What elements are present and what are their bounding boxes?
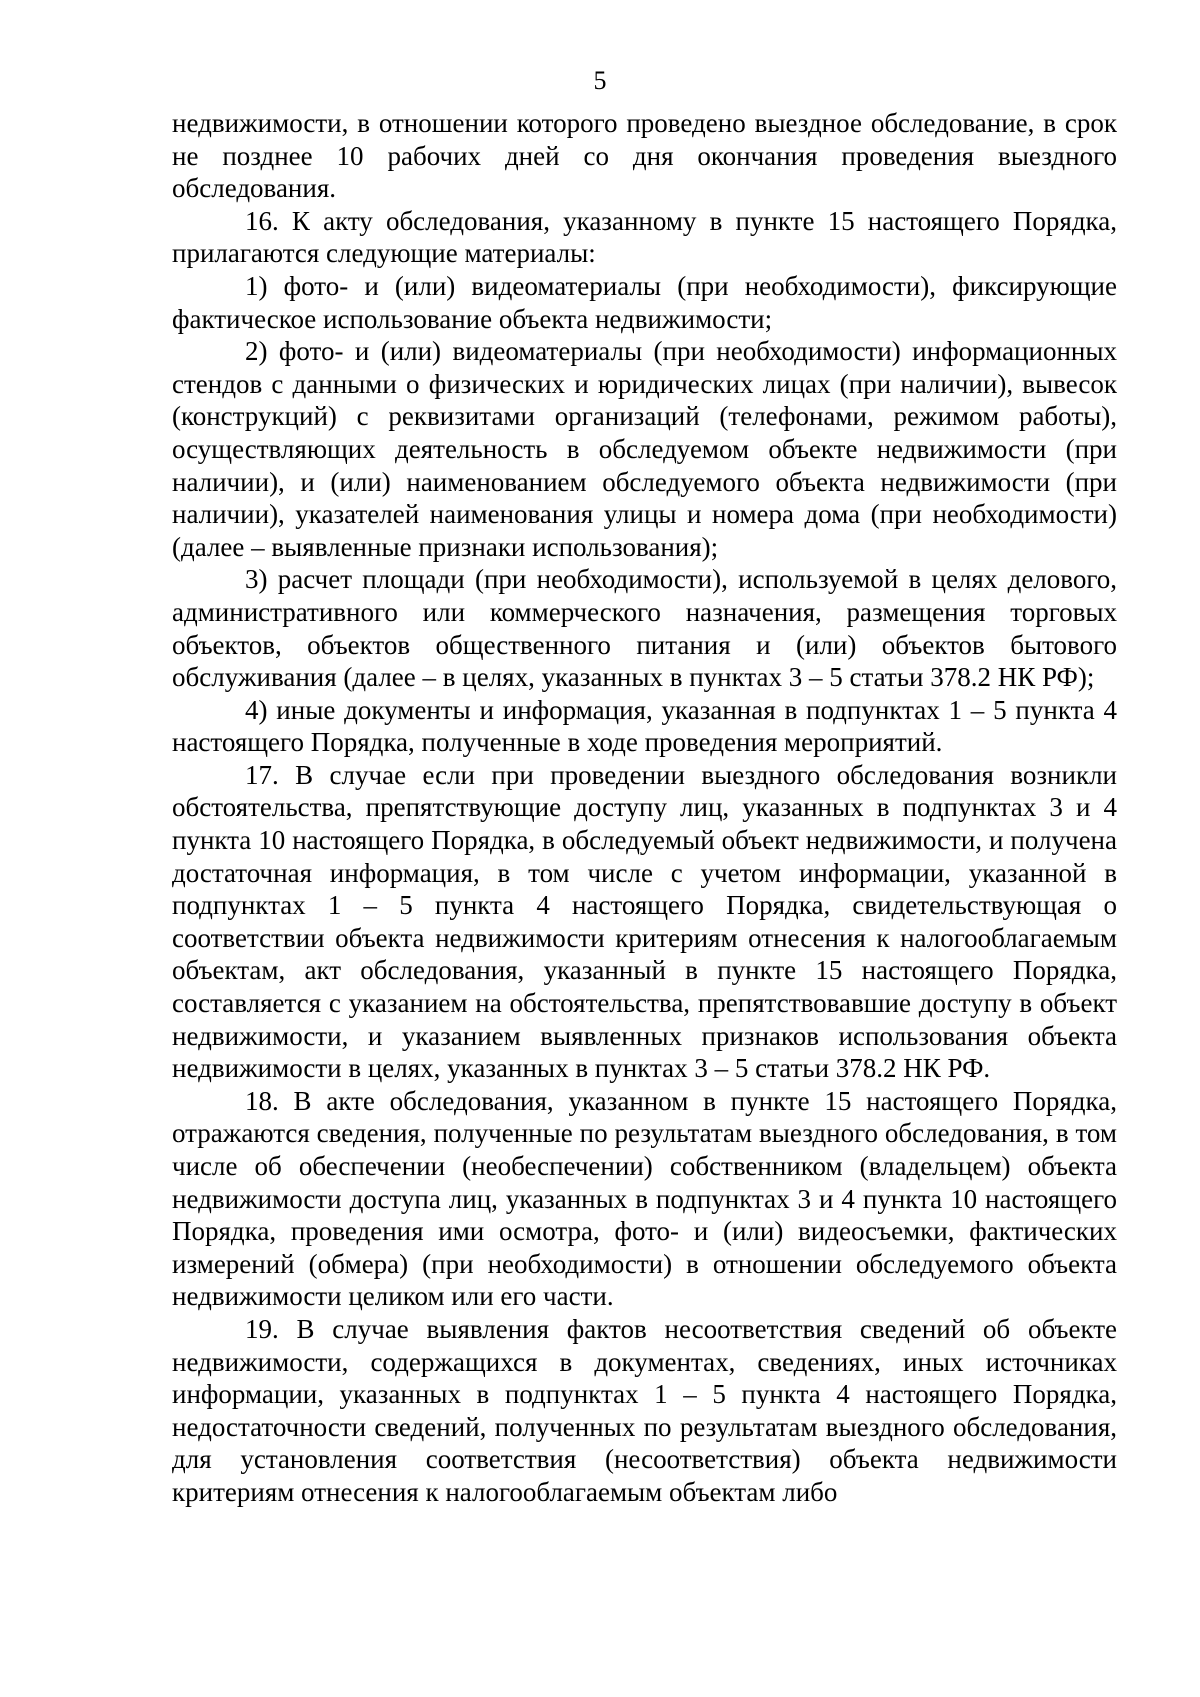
paragraph-subitem-3: 3) расчет площади (при необходимости), используемой в целях делового, административного или коммерческого назначения, размещения торговых объектов, объектов общественного питания и (или) объектов бытового обслуживания (далее – в целях, указанных в пунктах 3 – 5 статьи 378.2 НК РФ);: [172, 564, 1117, 693]
page-number: 5: [593, 66, 607, 95]
paragraph-item-18: 18. В акте обследования, указанном в пункте 15 настоящего Порядка, отражаются сведения, полученные по результатам выездного обследования, в том числе об обеспечении (необеспечении) собственником (владельцем) объекта недвижимости доступа лиц, указанных в подпунктах 3 и 4 пункта 10 настоящего Порядка, проведения ими осмотра, фото- и (или) видеосъемки, фактических измерений (обмера) (при необходимости) в отношении обследуемого объекта недвижимости целиком или его части.: [172, 1085, 1117, 1312]
paragraph-subitem-2: 2) фото- и (или) видеоматериалы (при необходимости) информационных стендов с данными о физических и юридических лицах (при наличии), вывесок (конструкций) с реквизитами организаций (телефонами, режимом работы), осуществляющих деятельность в обследуемом объекте недвижимости (при наличии), и (или) наименованием обследуемого объекта недвижимости (при наличии), указателей наименования улицы и номера дома (при необходимости) (далее – выявленные признаки использования);: [172, 336, 1117, 562]
paragraph-item-16: 16. К акту обследования, указанному в пункте 15 настоящего Порядка, прилагаются следующие материалы:: [172, 205, 1117, 269]
paragraph-subitem-4: 4) иные документы и информация, указанная в подпунктах 1 – 5 пункта 4 настоящего Порядка, полученные в ходе проведения мероприятий.: [172, 694, 1117, 758]
document-body: [172, 107, 1117, 1509]
paragraph-subitem-1: 1) фото- и (или) видеоматериалы (при необходимости), фиксирующие фактическое использование объекта недвижимости;: [172, 270, 1117, 334]
paragraph-continuation: недвижимости, в отношении которого проведено выездное обследование, в срок не позднее 10 рабочих дней со дня окончания проведения выездного обследования.: [172, 108, 1117, 204]
paragraph-item-17: 17. В случае если при проведении выездного обследования возникли обстоятельства, препятствующие доступу лиц, указанных в подпунктах 3 и 4 пункта 10 настоящего Порядка, в обследуемый объект недвижимости, и получена достаточная информация, в том числе с учетом информации, указанной в подпунктах 1 – 5 пункта 4 настоящего Порядка, свидетельствующая о соответствии объекта недвижимости критериям отнесения к налогооблагаемым объектам, акт обследования, указанный в пункте 15 настоящего Порядка, составляется с указанием на обстоятельства, препятствовавшие доступу в объект недвижимости, и указанием выявленных признаков использования объекта недвижимости в целях, указанных в пунктах 3 – 5 статьи 378.2 НК РФ.: [172, 759, 1117, 1084]
paragraph-item-19: 19. В случае выявления фактов несоответствия сведений об объекте недвижимости, содержащихся в документах, сведениях, иных источниках информации, указанных в подпунктах 1 – 5 пункта 4 настоящего Порядка, недостаточности сведений, полученных по результатам выездного обследования, для установления соответствия (несоответствия) объекта недвижимости критериям отнесения к налогооблагаемым объектам либо: [172, 1313, 1117, 1507]
